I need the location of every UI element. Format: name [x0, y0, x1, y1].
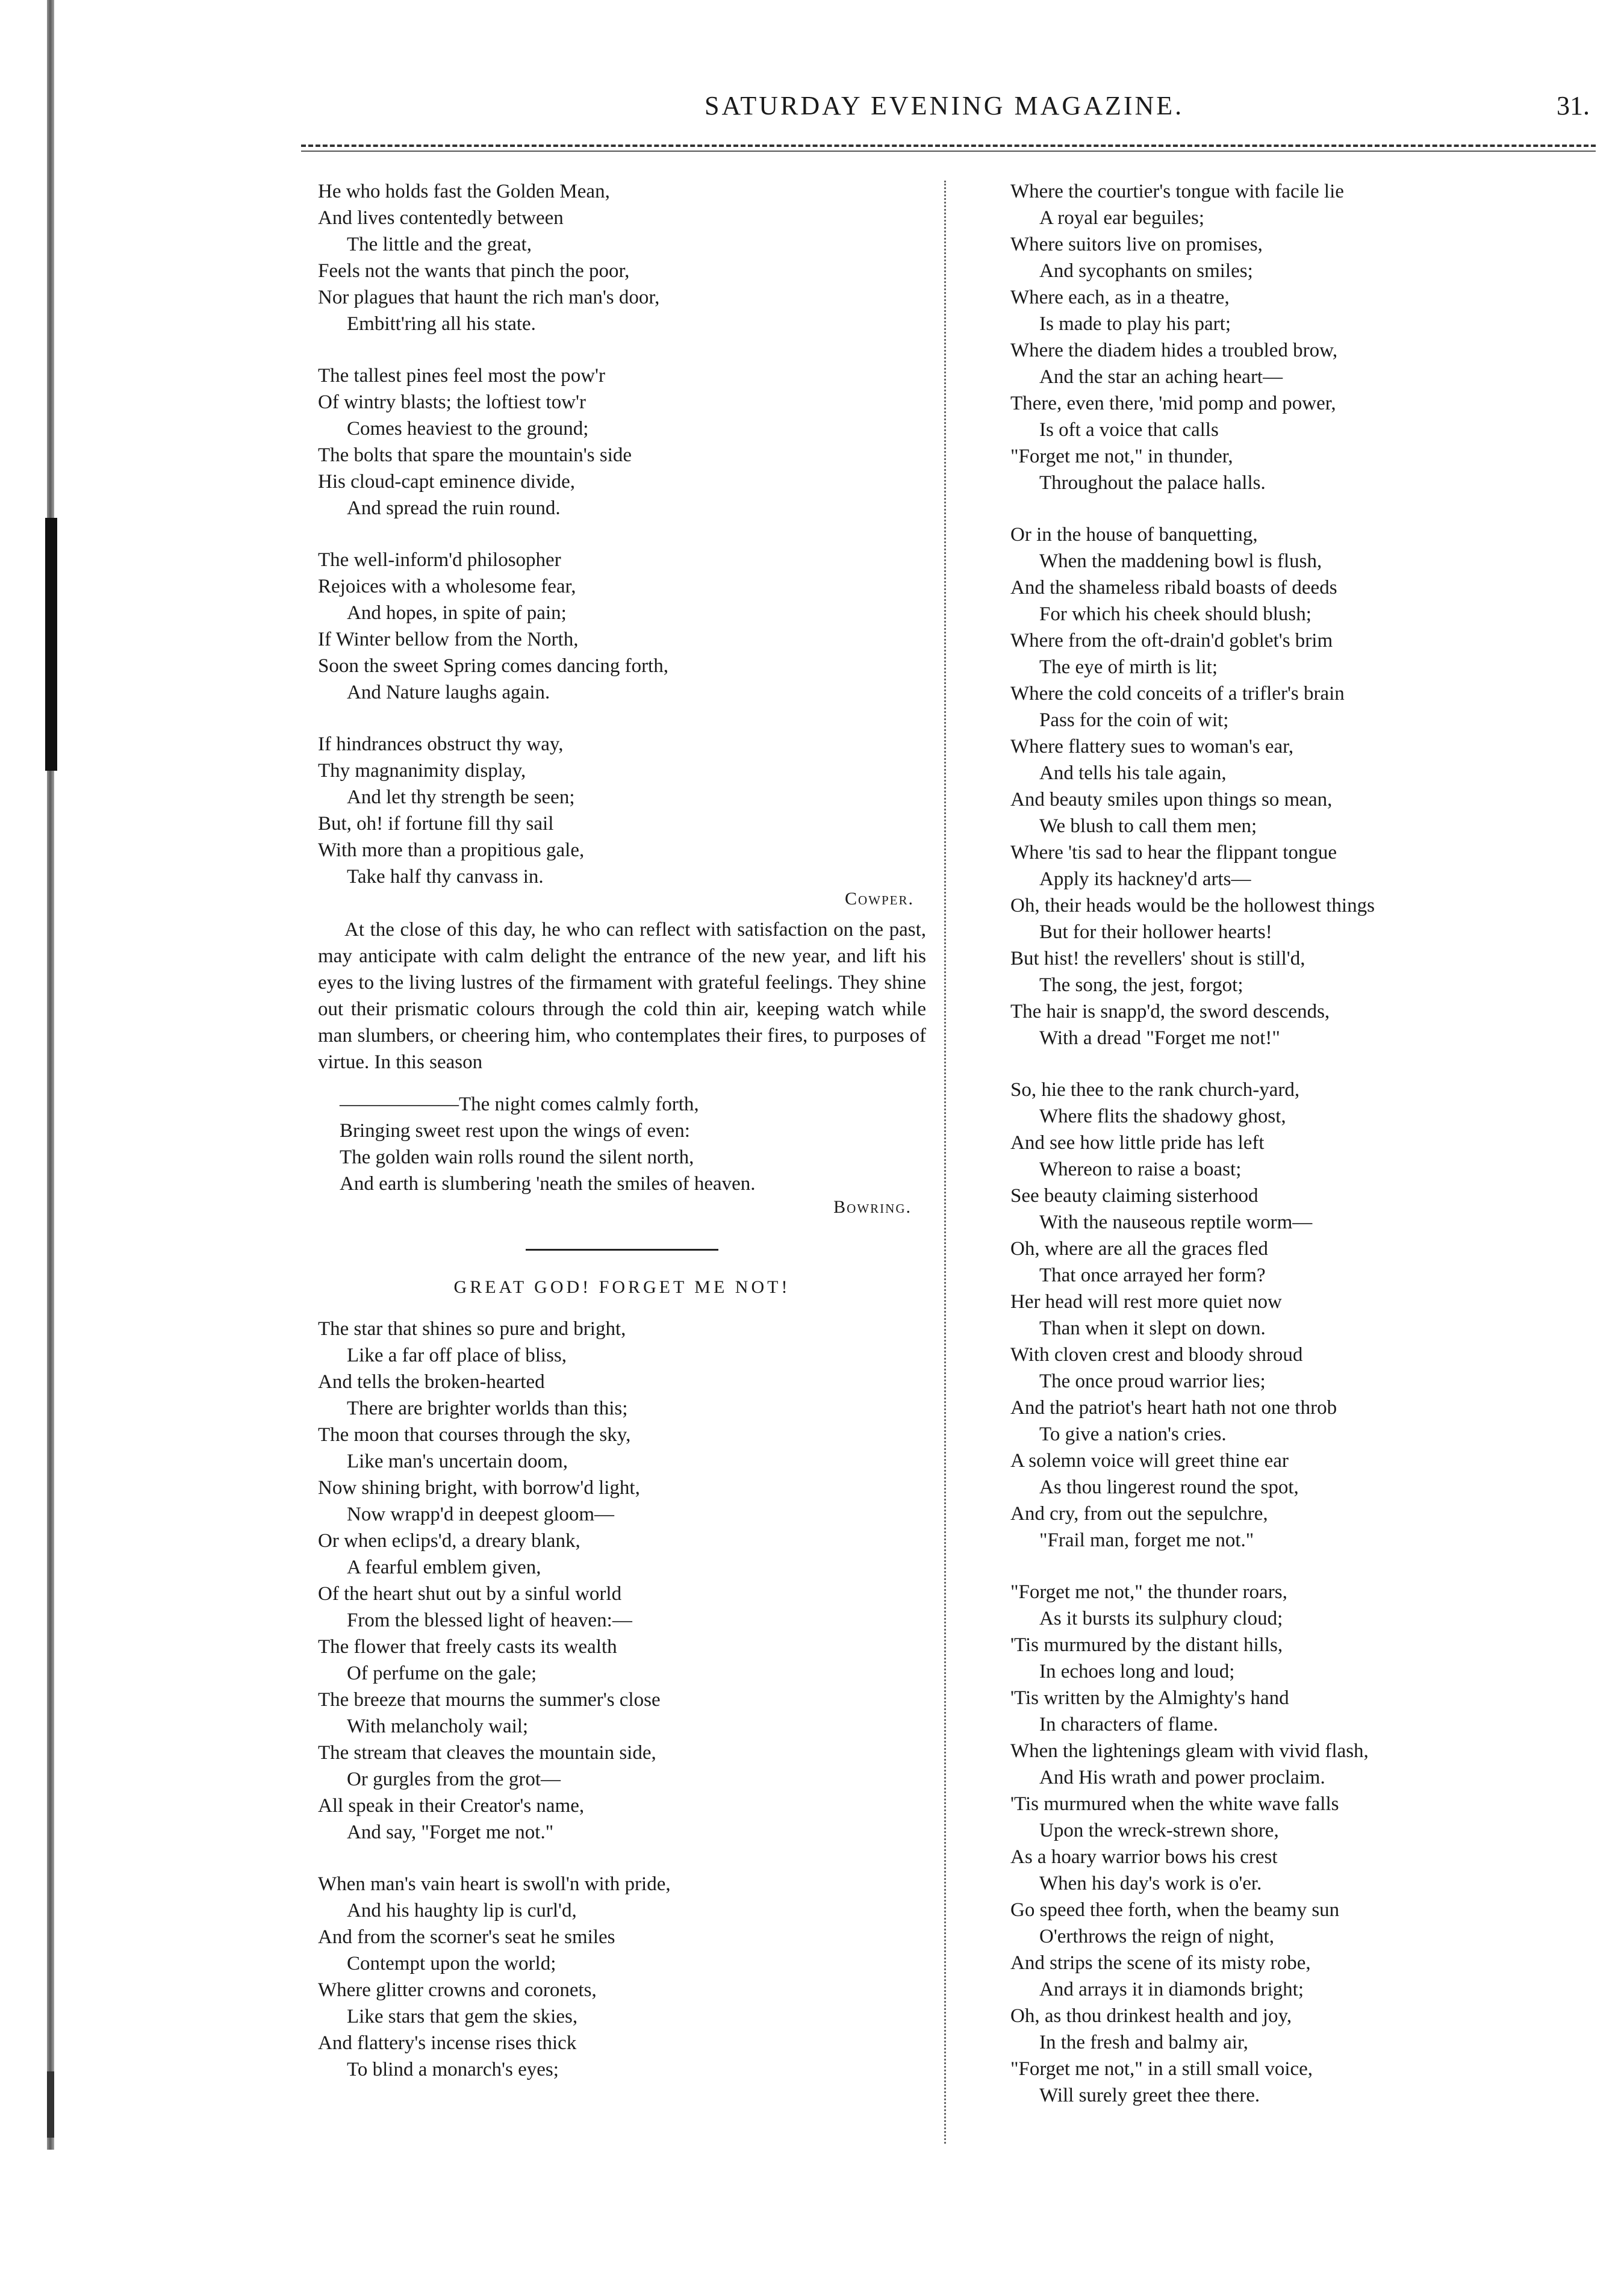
verse-line: Like a far off place of bliss,: [347, 1345, 567, 1366]
verse-line: And flattery's incense rises thick: [318, 2032, 577, 2054]
verse-line: When man's vain heart is swoll'n with pride,: [318, 1873, 671, 1895]
verse-line: For which his cheek should blush;: [1039, 603, 1311, 625]
verse-line: Where flits the shadowy ghost,: [1039, 1106, 1286, 1127]
verse-line: Where the diadem hides a troubled brow,: [1010, 340, 1338, 361]
prose-text: At the close of this day, he who can reflect with satisfaction on the past, may anticipate with calm delight the entrance of the new year, and lift his eyes to the living lustres of the firmament with grateful feelings. They shine out their prismatic colours through the cold thin air, keeping watch while man slumbers, or cheering him, who contemplates their fires, to purposes of virtue. In this season: [318, 919, 926, 1073]
binding-shadow-lower: [47, 2071, 54, 2138]
verse-line: Like man's uncertain doom,: [347, 1451, 568, 1472]
page-header: [301, 90, 1596, 132]
binding-shadow: [45, 518, 57, 771]
verse-line: And lives contentedly between: [318, 207, 564, 229]
verse-line: 'Tis murmured by the distant hills,: [1010, 1634, 1283, 1656]
poem-author: Cowper.: [844, 889, 914, 909]
verse-line: And Nature laughs again.: [347, 682, 550, 703]
verse-line: His cloud-capt eminence divide,: [318, 471, 576, 493]
verse-line: And arrays it in diamonds bright;: [1039, 1979, 1304, 2000]
quoted-verse: [318, 1091, 926, 1197]
verse-line: The tallest pines feel most the pow'r: [318, 365, 605, 387]
verse-line: Where the cold conceits of a trifler's brain: [1010, 683, 1345, 705]
verse-line: As it bursts its sulphury cloud;: [1039, 1608, 1283, 1629]
verse-line: Oh, as thou drinkest health and joy,: [1010, 2005, 1292, 2027]
verse-line: Where flattery sues to woman's ear,: [1010, 736, 1294, 758]
header-rule: [301, 145, 1596, 147]
verse-line: Comes heaviest to the ground;: [347, 418, 589, 440]
verse-line: With melancholy wail;: [347, 1716, 529, 1737]
verse-line: And the shameless ribald boasts of deeds: [1010, 577, 1337, 599]
verse-line: 'Tis murmured when the white wave falls: [1010, 1793, 1339, 1815]
stanza: [1010, 521, 1552, 1051]
verse-line: If hindrances obstruct thy way,: [318, 733, 564, 755]
right-column: [1010, 178, 1552, 2134]
verse-line: And His wrath and power proclaim.: [1039, 1767, 1325, 1788]
verse-line: And tells the broken-hearted: [318, 1371, 545, 1393]
verse-line: With the nauseous reptile worm—: [1039, 1212, 1313, 1233]
verse-line: He who holds fast the Golden Mean,: [318, 181, 610, 202]
verse-line: Whereon to raise a boast;: [1039, 1159, 1242, 1180]
verse-line: Soon the sweet Spring comes dancing forth,: [318, 655, 668, 677]
verse-line: The song, the jest, forgot;: [1039, 974, 1243, 996]
stanza: [1010, 178, 1552, 496]
binding-edge: [47, 0, 54, 2150]
verse-line: A fearful emblem given,: [347, 1557, 541, 1578]
quote-author: Bowring.: [833, 1197, 912, 1217]
verse-line: We blush to call them men;: [1039, 815, 1257, 837]
verse-line: Or gurgles from the grot—: [347, 1769, 561, 1790]
page-number: 31.: [1557, 91, 1590, 120]
verse-line: Apply its hackney'd arts—: [1039, 868, 1251, 890]
verse-line: So, hie thee to the rank church-yard,: [1010, 1079, 1300, 1101]
verse-line: A solemn voice will greet thine ear: [1010, 1450, 1289, 1472]
verse-line: The little and the great,: [347, 234, 532, 255]
verse-line: Of the heart shut out by a sinful world: [318, 1583, 622, 1605]
verse-line: And the patriot's heart hath not one throb: [1010, 1397, 1337, 1419]
prose-paragraph: [318, 916, 926, 1075]
verse-line: There, even there, 'mid pomp and power,: [1010, 393, 1336, 414]
verse-line: That once arrayed her form?: [1039, 1265, 1266, 1286]
poem-title: GREAT GOD! FORGET ME NOT!: [453, 1277, 791, 1297]
verse-line: And spread the ruin round.: [347, 497, 561, 519]
verse-line: Where each, as in a theatre,: [1010, 287, 1230, 308]
verse-line: And tells his tale again,: [1039, 762, 1227, 784]
verse-line: All speak in their Creator's name,: [318, 1795, 585, 1817]
verse-line: And hopes, in spite of pain;: [347, 602, 567, 624]
verse-line: Or in the house of banquetting,: [1010, 524, 1258, 546]
verse-line: "Forget me not," in thunder,: [1010, 446, 1233, 467]
verse-line: To blind a monarch's eyes;: [347, 2059, 559, 2080]
verse-line: But, oh! if fortune fill thy sail: [318, 813, 554, 835]
verse-line: Go speed thee forth, when the beamy sun: [1010, 1899, 1340, 1921]
verse-line: Feels not the wants that pinch the poor,: [318, 260, 630, 282]
verse-line: The breeze that mourns the summer's close: [318, 1689, 661, 1711]
verse-line: Is made to play his part;: [1039, 313, 1231, 335]
running-title: SATURDAY EVENING MAGAZINE.: [705, 91, 1184, 120]
verse-line: When his day's work is o'er.: [1039, 1873, 1262, 1894]
verse-line: Now wrapp'd in deepest gloom—: [347, 1504, 615, 1525]
stanza: [1010, 1579, 1552, 2109]
verse-line: Or when eclips'd, a dreary blank,: [318, 1530, 580, 1552]
verse-line: Throughout the palace halls.: [1039, 472, 1266, 494]
verse-line: As a hoary warrior bows his crest: [1010, 1846, 1278, 1868]
verse-line: If Winter bellow from the North,: [318, 629, 579, 650]
verse-line: Nor plagues that haunt the rich man's door,: [318, 287, 660, 308]
verse-line: Now shining bright, with borrow'd light,: [318, 1477, 640, 1499]
poem-forget-me-not-right: [1010, 178, 1552, 2109]
verse-line: Like stars that gem the skies,: [347, 2006, 578, 2027]
verse-line: Thy magnanimity display,: [318, 760, 526, 782]
quote-line: ——————The night comes calmly forth,: [340, 1094, 699, 1115]
verse-line: In the fresh and balmy air,: [1039, 2032, 1248, 2053]
section-separator: [526, 1249, 718, 1251]
quote-line: Bringing sweet rest upon the wings of even:: [340, 1120, 690, 1142]
verse-line: And the star an aching heart—: [1039, 366, 1283, 388]
verse-line: See beauty claiming sisterhood: [1010, 1185, 1259, 1207]
verse-line: When the lightenings gleam with vivid flash,: [1010, 1740, 1369, 1762]
stanza: [1010, 1077, 1552, 1554]
verse-line: The eye of mirth is lit;: [1039, 656, 1218, 678]
verse-line: With cloven crest and bloody shroud: [1010, 1344, 1303, 1366]
verse-line: Where from the oft-drain'd goblet's brim: [1010, 630, 1333, 652]
verse-line: And sycophants on smiles;: [1039, 260, 1253, 282]
verse-line: "Forget me not," in a still small voice,: [1010, 2058, 1313, 2080]
verse-line: Where suitors live on promises,: [1010, 234, 1263, 255]
verse-line: Pass for the coin of wit;: [1039, 709, 1229, 731]
verse-line: And see how little pride has left: [1010, 1132, 1265, 1154]
verse-line: The stream that cleaves the mountain side,: [318, 1742, 656, 1764]
verse-line: And strips the scene of its misty robe,: [1010, 1952, 1311, 1974]
verse-line: Her head will rest more quiet now: [1010, 1291, 1282, 1313]
verse-line: But for their hollower hearts!: [1039, 921, 1272, 943]
stanza: [318, 547, 926, 706]
verse-line: The star that shines so pure and bright,: [318, 1318, 626, 1340]
verse-line: The flower that freely casts its wealth: [318, 1636, 617, 1658]
verse-line: And let thy strength be seen;: [347, 786, 575, 808]
verse-line: And say, "Forget me not.": [347, 1822, 554, 1843]
stanza: [318, 1871, 926, 2083]
verse-line: O'erthrows the reign of night,: [1039, 1926, 1274, 1947]
poem-forget-me-not-left: [318, 1316, 926, 2083]
verse-line: With more than a propitious gale,: [318, 839, 585, 861]
verse-line: And his haughty lip is curl'd,: [347, 1900, 577, 1921]
verse-line: Will surely greet thee there.: [1039, 2085, 1260, 2106]
verse-line: The bolts that spare the mountain's side: [318, 444, 632, 466]
verse-line: And cry, from out the sepulchre,: [1010, 1503, 1268, 1525]
verse-line: Upon the wreck-strewn shore,: [1039, 1820, 1279, 1841]
verse-line: To give a nation's cries.: [1039, 1423, 1227, 1445]
verse-line: Take half thy canvass in.: [347, 866, 544, 888]
poem-golden-mean: [318, 178, 926, 890]
verse-line: Is oft a voice that calls: [1039, 419, 1219, 441]
verse-line: In characters of flame.: [1039, 1714, 1218, 1735]
verse-line: Embitt'ring all his state.: [347, 313, 536, 335]
verse-line: In echoes long and loud;: [1039, 1661, 1235, 1682]
verse-line: Where 'tis sad to hear the flippant tongue: [1010, 842, 1337, 863]
verse-line: With a dread "Forget me not!": [1039, 1027, 1280, 1049]
stanza: [318, 1316, 926, 1846]
verse-line: The moon that courses through the sky,: [318, 1424, 631, 1446]
verse-line: Oh, where are all the graces fled: [1010, 1238, 1268, 1260]
verse-line: Of wintry blasts; the loftiest tow'r: [318, 391, 586, 413]
verse-line: The well-inform'd philosopher: [318, 549, 561, 571]
header-rule-solid: [301, 151, 1596, 152]
verse-line: Of perfume on the gale;: [347, 1663, 537, 1684]
verse-line: The once proud warrior lies;: [1039, 1370, 1266, 1392]
verse-line: A royal ear beguiles;: [1039, 207, 1204, 229]
verse-line: The hair is snapp'd, the sword descends,: [1010, 1001, 1330, 1022]
left-column: [318, 178, 926, 2108]
quote-line: The golden wain rolls round the silent north,: [340, 1146, 694, 1168]
verse-line: When the maddening bowl is flush,: [1039, 550, 1322, 572]
verse-line: Where glitter crowns and coronets,: [318, 1979, 597, 2001]
verse-line: There are brighter worlds than this;: [347, 1398, 628, 1419]
verse-line: 'Tis written by the Almighty's hand: [1010, 1687, 1289, 1709]
column-divider: [944, 181, 946, 2144]
verse-line: And beauty smiles upon things so mean,: [1010, 789, 1333, 810]
verse-line: Oh, their heads would be the hollowest things: [1010, 895, 1375, 916]
stanza: [318, 731, 926, 890]
stanza: [318, 178, 926, 337]
verse-line: Contempt upon the world;: [347, 1953, 556, 1974]
stanza: [318, 362, 926, 521]
verse-line: From the blessed light of heaven:—: [347, 1610, 632, 1631]
verse-line: Where the courtier's tongue with facile lie: [1010, 181, 1344, 202]
verse-line: Than when it slept on down.: [1039, 1318, 1266, 1339]
verse-line: Rejoices with a wholesome fear,: [318, 576, 576, 597]
quote-line: And earth is slumbering 'neath the smiles of heaven.: [340, 1173, 756, 1195]
verse-line: As thou lingerest round the spot,: [1039, 1476, 1299, 1498]
verse-line: "Frail man, forget me not.": [1039, 1529, 1254, 1551]
verse-line: And from the scorner's seat he smiles: [318, 1926, 615, 1948]
verse-line: "Forget me not," the thunder roars,: [1010, 1581, 1287, 1603]
verse-line: But hist! the revellers' shout is still'd,: [1010, 948, 1305, 969]
